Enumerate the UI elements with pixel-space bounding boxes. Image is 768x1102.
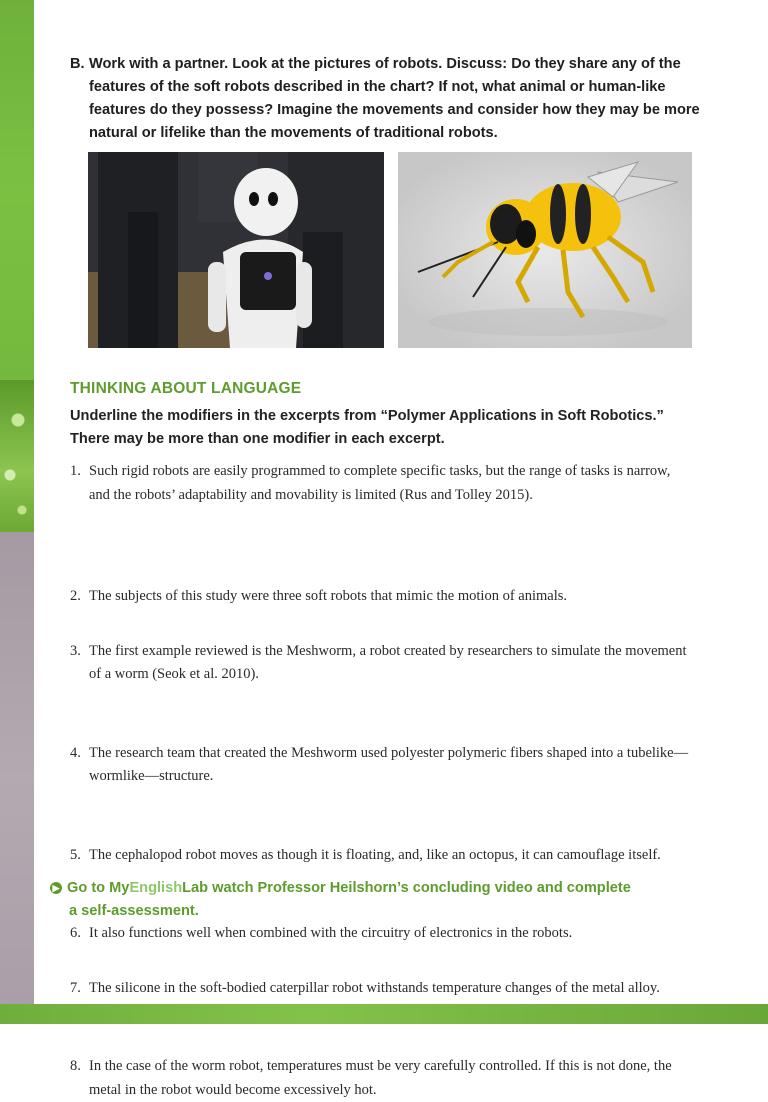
section-instruction: Underline the modifiers in the excerpts from “Polymer Applications in Soft Robotics.” There may be more than one modifier in each excerpt.	[70, 408, 664, 447]
excerpt-item	[70, 742, 692, 789]
excerpt-number: 2.	[70, 588, 81, 604]
mel-rest: watch Professor Heilshorn’s concluding video and complete	[208, 880, 631, 896]
excerpt-number: 4.	[70, 744, 81, 761]
left-green-band	[0, 0, 34, 380]
exercise-b-instruction	[70, 53, 710, 145]
excerpt-text: The research team that created the Meshworm used polyester polymeric fibers shaped into a tubelike—wormlike—structure.	[89, 744, 689, 784]
excerpt-number: 5.	[70, 846, 81, 863]
excerpt-text: The silicone in the soft-bodied caterpillar robot withstands temperature changes of the metal alloy.	[89, 979, 660, 996]
excerpt-number: 6.	[70, 925, 81, 941]
myenglishlab-link[interactable]	[50, 877, 690, 923]
excerpt-item	[70, 640, 692, 687]
robot-bee-photo	[398, 152, 692, 348]
excerpt-number: 7.	[70, 979, 81, 996]
excerpt-text: Such rigid robots are easily programmed to complete specific tasks, but the range of tasks is narrow, and the robots’ adaptability and movability is limited (Rus and Tolley 2015).	[89, 463, 671, 503]
excerpt-text: The first example reviewed is the Meshworm, a robot created by researchers to simulate the movement of a worm (Seok et al. 2010).	[89, 642, 687, 682]
excerpt-text: The cephalopod robot moves as though it is floating, and, like an octopus, it can camouflage itself.	[89, 846, 661, 863]
left-gray-band	[0, 532, 34, 1024]
mel-line2: a self-assessment.	[69, 903, 199, 919]
excerpt-number: 3.	[70, 642, 81, 659]
excerpt-text: The subjects of this study were three soft robots that mimic the motion of animals.	[89, 588, 568, 604]
excerpt-number: 8.	[70, 1058, 81, 1074]
mel-go-to: Go to My	[67, 880, 130, 896]
section-title: THINKING ABOUT LANGUAGE	[70, 380, 302, 397]
mel-english: English	[129, 880, 183, 896]
exercise-b-text: Work with a partner. Look at the pictures of robots. Discuss: Do they share any of the features of the soft robots described in the chart? If not, what animal or human-like features do they possess? Imagine the movements and consider how they may be more natural or lifelike than the movements of traditional robots.	[89, 56, 700, 141]
left-leaf-photo-band	[0, 380, 34, 532]
humanoid-robot-photo	[88, 152, 384, 348]
excerpt-item	[70, 844, 692, 868]
excerpt-text: It also functions well when combined with the circuitry of electronics in the robots.	[89, 925, 573, 941]
excerpt-item	[70, 977, 692, 1001]
excerpt-text: In the case of the worm robot, temperatures must be very carefully controlled. If this is not done, the metal in the robot would become excessively hot.	[89, 1058, 672, 1098]
bottom-green-band	[0, 1004, 768, 1024]
excerpt-number: 1.	[70, 463, 81, 479]
excerpt-item	[70, 922, 692, 946]
excerpt-item	[70, 460, 692, 507]
mel-lab: Lab	[182, 880, 209, 896]
excerpt-item	[70, 585, 692, 609]
exercise-b-label: B.	[70, 56, 85, 72]
excerpt-item	[70, 1055, 692, 1102]
play-icon: ▶	[50, 882, 62, 894]
